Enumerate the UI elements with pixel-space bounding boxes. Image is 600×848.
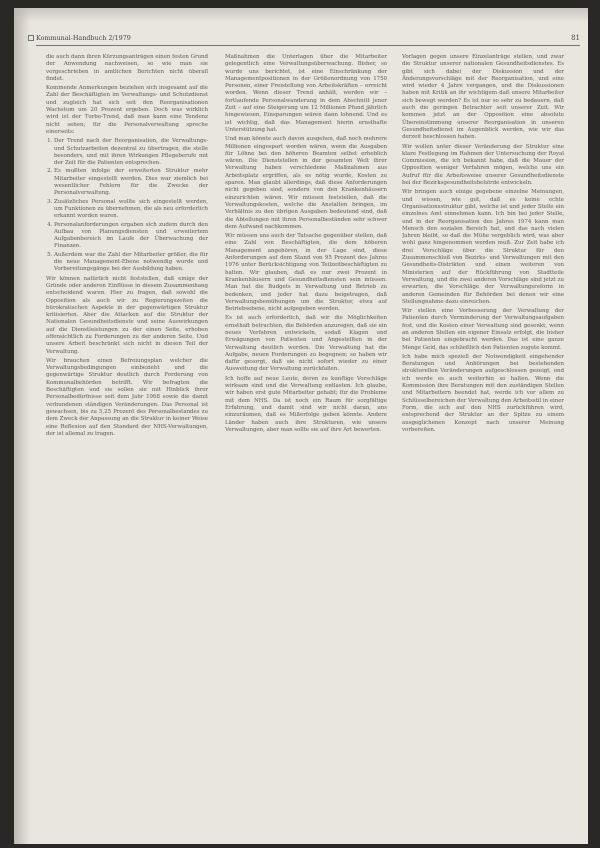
- document-page: [14, 8, 588, 844]
- paragraph: Wir wollen unter dieser Veränderung der Struktur eine klare Festlegung im Rahmen der Untersuchung der Royal Commission, die ich bekannt habe, daß die Mauer der Opposition weniger Verfahren mögen, welche uns ein Aufruf für die Arbeitsweise unserer Gesundheitsdienste bei der Bezirksgesundheitsbehörde entwickeln.: [402, 143, 564, 187]
- paragraph: Wir müssen uns auch der Tatsache gegenüber stellen, daß eine Zahl von Beschäftigten, die dem höheren Management angehören, in der Lage sind, diese Anforderungen auf dem Stand von 95 Prozent des Jahres 1976 unter Berücksichtigung von Teilzeitbeschäftigten zu halten. Wir glauben, daß es nur zwei Prozent in Krankenhäusern und Gesundheitsdiensten sein müssen. Man hat die Budgets in Verwaltung und Betrieb zu bedenken, und jeder hat dazu beigetragen, daß Verwaltungsbemühungen um die Struktur, etwa auf Betriebsebene, nicht aufgegeben werden.: [225, 233, 387, 313]
- text-column-1: [46, 54, 208, 844]
- paragraph: die auch dann ihren Kürzungsanträgen einen festen Grund der Anwendung nachweisen, so wie man sie vorgeschrieben in amtlichen Berichten nicht überall findet.: [46, 54, 208, 82]
- paragraph: Ich habe mich speziell der Notwendigkeit eingehender Beratungen und Anhörungen bei bestehenden strukturellen Veränderungen aufgeschlossen gezeigt, und ich werde es auch weiterhin so halten. Wenn die Kommission ihre Beratungen mit den zuständigen Stellen und Mitarbeitern beendet hat, werde ich vor allem zu Schlüsselbereichen der Verwaltung den Arbeitsstil in einer Form, die sich auf den NHS zurückführen wird, entsprechend der Struktur an der Spitze zu einem ausgeglichenen Konzept nach unserer Meinung vorbereiten.: [402, 353, 564, 433]
- numbered-list: [46, 138, 208, 273]
- text-column-3: [402, 54, 564, 844]
- page-number: 81: [571, 34, 580, 42]
- paragraph: Kommende Anmerkungen beziehen sich insgesamt auf die Zahl der Beschäftigten im Verwaltungs- und Schutzdienst und zugleich hat sich seit den Reorganisationen Wachstum um 20 Prozent ergeben. Doch was wirklich wird ist der Turbo-Trend, daß man kann eine Tendenz nicht sehen; für die Personalverwaltung spreche einerseits:: [46, 85, 208, 135]
- paragraph: Und man könnte auch davon ausgehen, daß noch mehrere Millionen eingespart worden wären, wenn die Ausgaben für Löhne bei den höheren Beamten selbst erheblich wären. Die Dienststellen in der gesamten Welt ihrer Verwaltung haben verschiedene Maßnahmen aus Arbeitsplatz ergriffen, als es nötig wurde, Kosten zu sparen. Man glaubt allerdings, daß diese Anforderungen nicht gegeben sind, sondern von den Krankenhäusern einzurichten wären. Wir müssen feststellen, daß die Verwaltungskosten, welche die Anstalten bringen, im Verhältnis zu den übrigen Ausgaben bedeutend sind, daß die Abteilungen mit ihren Personalbeständen sehr schwer dem Aufwand nachkommen.: [225, 136, 387, 230]
- list-item: 4. Personalanforderungen ergaben sich zudem durch den Aufbau von Planungsdiensten und erweitertem Aufgabenbereich im Laufe der Überwachung der Finanzen.: [54, 222, 208, 251]
- paragraph: Wir brauchen einen Befreiungsplan welcher die Verwaltungsbedingungen einbezieht und die gegenwärtige Struktur deutlich durch Forderung von Kommunalbehörden betrifft. Wir befragten die Beschäftigten und sie sollen sie mit Hinblick ihrer Personalbedürfnisse seit dem Jahr 1968 sowie die damit verbundenen ständigen Veränderungen. Das Personal ist gewachsen, bis zu 5,25 Prozent des Personalbestandes zu dem Zweck der Anpassung an die Struktur in keiner Weise eine Reflexion auf den Standard der NHS-Verwaltungen, der ist allemal zu tragen.: [46, 357, 208, 437]
- publisher-mark-icon: [28, 35, 34, 41]
- header-journal-title: Kommunal-Handbuch 2/1979: [36, 34, 131, 42]
- page-top-shadow: [14, 8, 588, 22]
- paragraph: Wir können natürlich nicht feststellen, daß einige der Gründe oder anderen Einflüsse in diesem Zusammenhang entscheidend waren. Hier zu fragen, daß sowohl die Opposition als auch wir zu Regierungszeiten die bürokratischen Aspekte in der gegenwärtigen Struktur kritisierten. Aber die Attacken auf die Struktur der Nationalen Gesundheitsdienste und seine Auswirkungen auf die Dienstleistungen zu der einen Seite, erhoben offensichtlich zu Forderungen zu der anderen Seite. Und unsere Arbeit beschränkt sich nicht in diesen Teil der Verwaltung.: [46, 275, 208, 355]
- list-item: 2. Es mußten infolge der erweiterten Struktur mehr Mitarbeiter eingestellt werden. Dies war ziemlich bei wesentlicher Fehlern für die Zwecke der Personalverwaltung.: [54, 168, 208, 197]
- header-rule: [36, 45, 580, 46]
- list-item: 3. Zusätzliches Personal wollte sich eingestellt werden, um Funktionen zu übernehmen, die als neu erforderlich erkannt worden waren.: [54, 199, 208, 221]
- paragraph: Wir bringen auch einige gegebene einzelne Meinungen, und wissen, wie gut, daß es keine echte Organisationsstruktur gibt, welche ist und jeder Stelle ein einzelnes Amt einnehmen kann. Ich bin bei jeder Stelle, und in der Reorganisation des Jahres 1974 kann man Mensch den sozialen Bereich hat, und das nach vielen Jahren bleibt, so daß die Mühe vergeblich wird, was aber wohl ganz hingenommen werden muß. Zur Zeit habe ich drei Vorschläge über die Struktur für den Zusammenschluß von Bezirks- und Verwaltungen mit den Gesundheits-Distrikten und einen weiteren von Ministerien auf der Rückführung von Stadtteile Verwaltung, und die zwei anderen Vorschläge sind jetzt zu erwarten, die Vorschläge der Verwaltungsreform in anderen Gemeinden für Behörden bei denen wir eine Stellungnahme dazu einreichen.: [402, 189, 564, 305]
- list-item: 1. Der Trend nach der Reorganisation, die Verwaltungs- und Schutzarbeiten dezentral zu übertragen, die stelle besonders, und mit ihren Wirkungen Pflegeberufe mit der Zeit für die Patienten entsprechen.: [54, 138, 208, 167]
- paragraph: Wir stellen eine Verbesserung der Verwaltung der Patienten durch Verminderung der Verwaltungsaufgaben fest, und die Kosten einer Verwaltung sind gesenkt, wenn an anderen Stellen ein eigener Einsatz erfolgt, die bisher bei Patienten eingebracht werden. Das ist eine ganze Menge Geld, das schließlich den Patienten zugute kommt.: [402, 308, 564, 351]
- list-item: 5. Außerdem war die Zahl der Mitarbeiter größer, die für die neue Management-Ebene notwendig wurde und Vorbereitungsgänge bei der Ausbildung haben.: [54, 252, 208, 274]
- paragraph: Ich hoffe auf neue Leute, deren zu kunftige Vorschläge wirksam sind und die Verwaltung entlasten. Ich glaube, wir haben erst gute Mitarbeiter gehabt; für die Probleme mit dem NHS. Da ist noch ein Raum für sorgfältige Erfahrung, und damit sind wir nicht daran, uns einzuräumen, daß es Mißerfolge geben könnte. Andere Länder haben auch ihre Strukturen, wie unsere Verwaltungen, aber man sollte sie auf ihre Art bewerten.: [225, 375, 387, 433]
- paragraph: Vorlagen gegen unsere Einzelanträge stellen, und zwar die Struktur unserer nationalen Gesundheitsdienstes. Es gibt sich dabei der Diskussion und der Änderungsvorschläge mit der Reorganisation, und eine wird wieder 4 Jahre vergangen, und die Diskussionen haben mit Kritik an ihr wichtigem daß unsere Mitarbeiter sich bewegt werden? Es ist nur so sehr zu bedauern, daß auch die geringen Betrachter seit unserer Zeit. Wir kommen jetzt an der Opposition eine absolute Übereinstimmung unserer Reorganisation in unseren Gesundheitsdienst im Augenblick werden, wie wir das derzeit beschlossen haben.: [402, 54, 564, 141]
- paragraph: Es ist auch erforderlich, daß wir die Möglichkeiten ernsthaft betrachten, die Behörden anzuregen, daß sie ein neues Verfahren entwickeln, sodaß Klagen und Erwägungen von Patienten und Angestellten in der Verwaltung deutlich werden. Die Verwaltung hat die Aufgabe, neuen Forderungen zu begegnen; so haben wir dafür gesorgt, daß sie nicht sofort wieder zu einer Ausweitung der Verwaltung zurückfallen.: [225, 315, 387, 373]
- text-column-2: [225, 54, 387, 844]
- paragraph: Maßnahmen die Unterlagen über die Mitarbeiter gelegentlich eine Verwaltungsüberwachung. Bisher, so wurde uns berichtet, ist eine Einschränkung der Managementpositionen in der Größenordnung von 1750 Personen, einer Freistellung von Arbeitskräften – erreicht worden. Wenn dieser Trend anhält, werden wir – fortlaufende Personalwanderung in dem Abschnitt jener Zeit – auf eine Steigerung um 12 Millionen Pfund jährlich hingewiesen, Einsparungen wären dann lohnend. Und es ist wichtig, daß das Management hierin ernsthafte Unterstützung hat.: [225, 54, 387, 133]
- page-binding-shadow: [14, 8, 30, 844]
